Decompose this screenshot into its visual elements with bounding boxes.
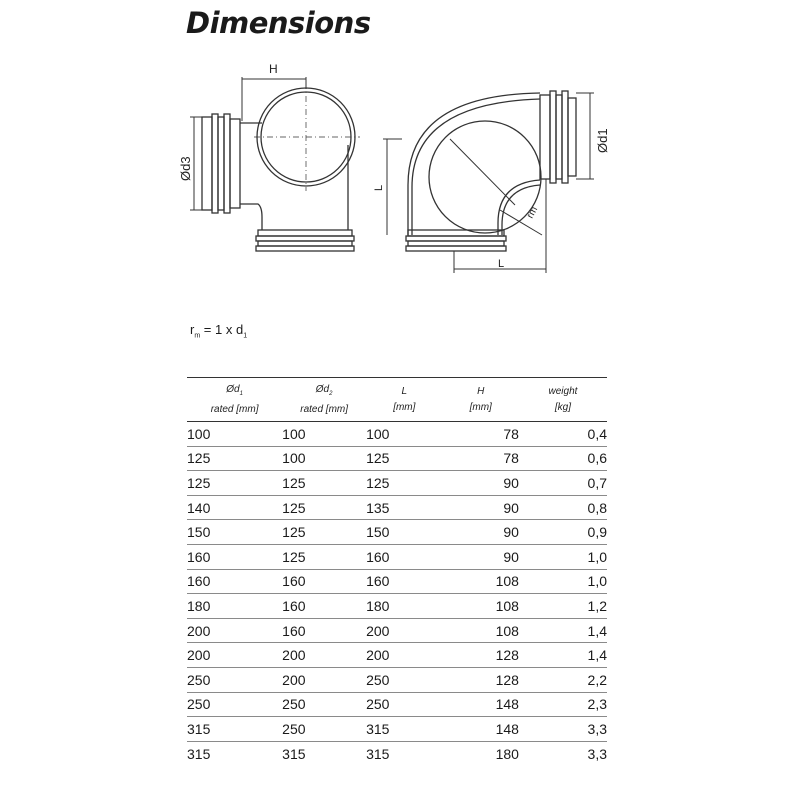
cell-weight: 0,4: [519, 422, 607, 447]
table-row: [187, 741, 607, 765]
cell-weight: 1,0: [519, 569, 607, 594]
cell-l: 150: [366, 520, 442, 545]
formula-eq: = 1 x d: [200, 322, 244, 337]
cell-d2: 160: [282, 618, 366, 643]
cell-l: 250: [366, 667, 442, 692]
header-l: L [mm]: [393, 386, 416, 413]
cell-l: 315: [366, 717, 442, 742]
cell-d1: 200: [187, 643, 282, 668]
cell-d2: 125: [282, 495, 366, 520]
front-view: [383, 91, 594, 273]
cell-l: 125: [366, 471, 442, 496]
table-row: [187, 667, 607, 692]
cell-d1: 200: [187, 618, 282, 643]
table-row: [187, 692, 607, 717]
cell-d1: 125: [187, 446, 282, 471]
cell-l: 315: [366, 745, 390, 762]
cell-d1: 150: [187, 520, 282, 545]
cell-h: 78: [443, 446, 519, 471]
dim-label-l-vertical: L: [373, 184, 385, 191]
dim-label-l-horizontal: L: [498, 258, 505, 270]
cell-d1: 160: [187, 569, 282, 594]
dim-label-d1: Ød1: [595, 128, 610, 153]
cell-d2: 160: [282, 594, 366, 619]
header-weight: weight [kg]: [548, 386, 578, 413]
cell-d1: 125: [187, 471, 282, 496]
table-row: [187, 471, 607, 496]
cell-h: 78: [443, 422, 519, 447]
cell-d1: 250: [187, 667, 282, 692]
cell-l: 135: [366, 495, 442, 520]
formula-r-sub: m: [194, 332, 201, 340]
cell-d2: 125: [282, 520, 366, 545]
table-row: [187, 618, 607, 643]
table-row: [187, 569, 607, 594]
cell-d2: 250: [282, 717, 366, 742]
cell-l: 250: [366, 692, 442, 717]
radius-formula: [190, 322, 247, 340]
cell-h: 90: [443, 544, 519, 569]
table-header-row: [187, 378, 607, 422]
table-row: [187, 544, 607, 569]
table-row: [187, 495, 607, 520]
cell-d1: 315: [187, 717, 282, 742]
cell-weight: 1,2: [519, 594, 607, 619]
table-row: [187, 717, 607, 742]
cell-d1: 100: [187, 422, 282, 447]
table-row: [187, 422, 607, 447]
header-d2: $Ød_2$ rated [mm]: [300, 384, 349, 415]
cell-l: 160: [366, 544, 442, 569]
technical-drawing: [170, 55, 610, 285]
dim-label-rm: rm: [524, 204, 541, 221]
table-row: [187, 594, 607, 619]
cell-d2: 125: [282, 471, 366, 496]
cell-h: 108: [443, 569, 519, 594]
page-title: Dimensions: [186, 6, 371, 40]
dimensions-table: [187, 377, 607, 765]
cell-l: 180: [366, 594, 442, 619]
cell-l: 160: [366, 569, 442, 594]
side-view: [190, 77, 360, 251]
table-row: [187, 446, 607, 471]
cell-d2: 100: [282, 422, 366, 447]
formula-d-sub: 1: [243, 332, 248, 340]
cell-d2: 200: [282, 667, 366, 692]
cell-d1: 160: [187, 544, 282, 569]
cell-l: 200: [366, 618, 442, 643]
cell-d2: 315: [282, 745, 306, 762]
cell-l: 125: [366, 446, 442, 471]
cell-h: 90: [443, 471, 519, 496]
cell-weight: 0,8: [519, 495, 607, 520]
cell-weight: 3,3: [587, 745, 607, 762]
cell-h: 90: [443, 495, 519, 520]
cell-d1: 250: [187, 692, 282, 717]
cell-d1: 180: [187, 594, 282, 619]
table-row: [187, 643, 607, 668]
cell-h: 128: [443, 643, 519, 668]
cell-h: 90: [443, 520, 519, 545]
dim-label-h: H: [269, 62, 278, 76]
cell-l: 100: [366, 422, 442, 447]
header-h: H [mm]: [469, 386, 492, 413]
cell-l: 200: [366, 643, 442, 668]
cell-weight: 2,2: [519, 667, 607, 692]
cell-weight: 1,4: [519, 643, 607, 668]
cell-weight: 0,6: [519, 446, 607, 471]
header-d1: $Ød_1$ rated [mm]: [210, 384, 259, 415]
dim-label-d3: Ød3: [178, 156, 193, 181]
cell-weight: 0,9: [519, 520, 607, 545]
cell-d1: 315: [187, 745, 211, 762]
cell-d2: 160: [282, 569, 366, 594]
cell-weight: 2,3: [519, 692, 607, 717]
cell-d2: 250: [282, 692, 366, 717]
table-row: [187, 520, 607, 545]
cell-h: 128: [443, 667, 519, 692]
cell-weight: 1,4: [519, 618, 607, 643]
formula-r: r: [190, 322, 195, 337]
cell-weight: 3,3: [519, 717, 607, 742]
cell-h: 108: [443, 618, 519, 643]
cell-h: 148: [443, 717, 519, 742]
cell-d1: 140: [187, 495, 282, 520]
cell-h: 180: [495, 745, 519, 762]
cell-h: 108: [443, 594, 519, 619]
cell-d2: 125: [282, 544, 366, 569]
cell-weight: 1,0: [519, 544, 607, 569]
cell-h: 148: [443, 692, 519, 717]
cell-d2: 100: [282, 446, 366, 471]
cell-weight: 0,7: [519, 471, 607, 496]
cell-d2: 200: [282, 643, 366, 668]
